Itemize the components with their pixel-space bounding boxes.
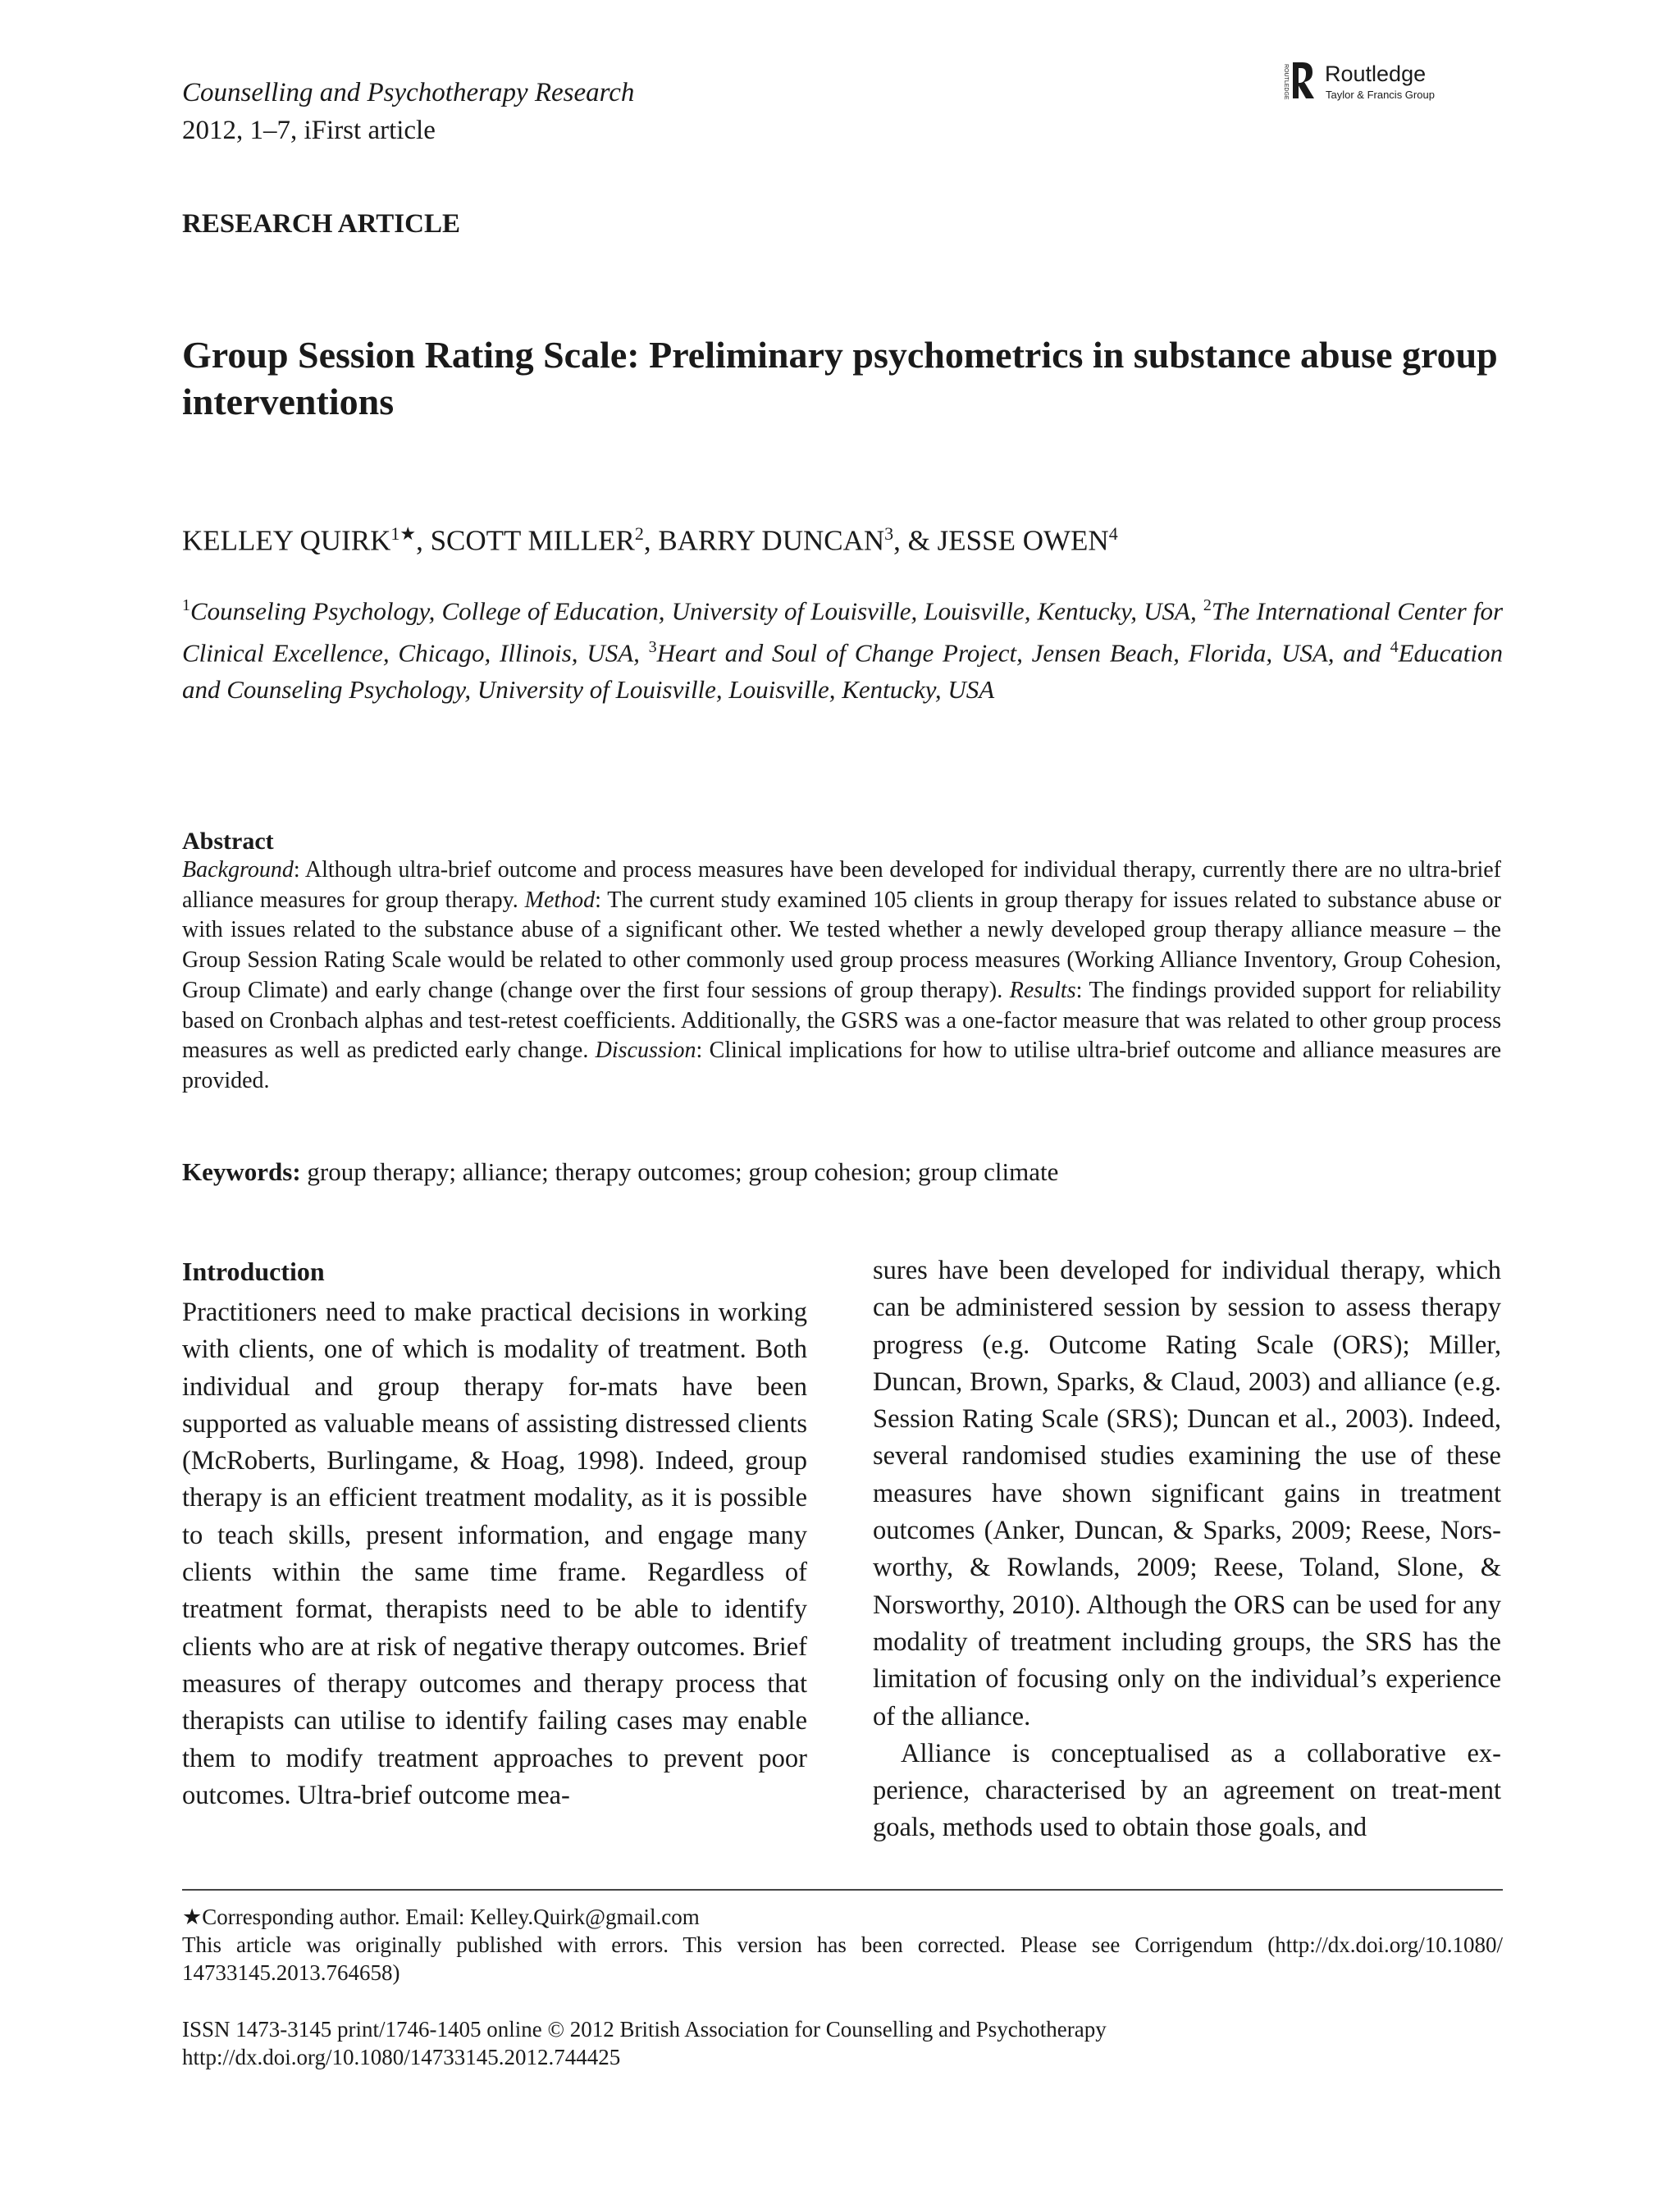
- affiliation-number: 4: [1390, 638, 1399, 657]
- affiliation-text: Heart and Soul of Change Project, Jensen Beach, Florida, USA, and: [656, 638, 1390, 668]
- abstract-text: : The findings provided support for reliability based on Cronbach alphas and test-retest coefficients. Additionally, the GSRS was a one-factor measure that was related to other group process measures as well as predicted early change.: [182, 977, 1502, 1064]
- abstract-label: Discussion: [595, 1038, 696, 1064]
- article-type: RESEARCH ARTICLE: [182, 209, 461, 239]
- paragraph: sures have been developed for individual therapy, which can be administered session by session to assess therapy progress (e.g. Outcome Rating Scale (ORS); Miller, Duncan, Brown, Sparks, & Claud, 2003) and alliance (e.g. Session Rating Scale (SRS); Duncan et al., 2003). Indeed, several randomised studies examining the use of these measures have shown significant gains in treatment outcomes (Anker, Duncan, & Sparks, 2009; Reese, Nors-worthy, & Rowlands, 2009; Reese, Toland, Slone, & Norsworthy, 2010). Although the ORS can be used for any modality of treatment including groups, the SRS has the limitation of focusing only on the individual’s experience of the alliance.: [873, 1256, 1501, 1731]
- body-column-right: [873, 1252, 1501, 1847]
- publisher-subtitle: Taylor & Francis Group: [1326, 89, 1435, 101]
- author-separator: ,: [416, 524, 431, 557]
- author-mark: 1★: [390, 523, 417, 544]
- paragraph: Practitioners need to make practical decisions in working with clients, one of which is modality of treatment. Both individual and group therapy for-mats have been supported as valuable means of assisting distressed clients (McRoberts, Burlingame, & Hoag, 1998). Indeed, group therapy is an efficient treatment modality, as it is possible to teach skills, present information, and engage many clients within the same time frame. Regardless of treatment format, therapists need to be able to identify clients who are at risk of negative therapy outcomes. Brief measures of therapy outcomes and therapy process that therapists can utilise to identify failing cases may enable them to modify treatment approaches to prevent poor outcomes. Ultra-brief outcome mea-: [182, 1298, 807, 1810]
- keywords: [182, 1155, 1058, 1189]
- author-mark: 2: [634, 523, 644, 544]
- logo-vertical-text: ROUTLEDGE: [1283, 64, 1289, 100]
- author-name: JESSE OWEN: [937, 524, 1109, 557]
- publisher-name: Routledge: [1325, 62, 1427, 86]
- affiliations: [182, 587, 1503, 708]
- abstract-heading: Abstract: [182, 828, 274, 855]
- affiliation-number: 1: [182, 596, 190, 614]
- body-column-left: [182, 1252, 807, 1814]
- abstract-body: [182, 855, 1501, 1097]
- author-name: KELLEY QUIRK: [182, 524, 391, 557]
- journal-name: Counselling and Psychotherapy Research: [182, 78, 635, 107]
- affiliation-number: 3: [648, 638, 657, 657]
- affiliation-text: The International Center for Clinical Excellence, Chicago, Illinois, USA,: [182, 596, 1504, 668]
- author-name: BARRY DUNCAN: [658, 524, 885, 557]
- corresponding-author-note: ★Corresponding author. Email: Kelley.Quirk@gmail.com: [182, 1905, 700, 1929]
- paragraph: Alliance is conceptualised as a collaborative ex-perience, characterised by an agreement on treat-ment goals, methods used to obtain those goals, and: [873, 1738, 1501, 1843]
- abstract-label: Background: [182, 857, 294, 883]
- abstract-label: Results: [1009, 977, 1076, 1003]
- abstract-text: : The current study examined 105 clients in group therapy for issues related to substance abuse or with issues related to the substance abuse of a significant other. We tested whether a newly developed group therapy alliance measure – the Group Session Rating Scale would be related to other commonly used group process measures (Working Alliance Inventory, Group Cohesion, Group Climate) and early change (change over the first four sessions of group therapy).: [182, 887, 1502, 1003]
- section-heading: Introduction: [182, 1257, 325, 1286]
- author-separator: , &: [893, 524, 938, 557]
- abstract-label: Method: [524, 887, 596, 913]
- footnote-divider: [182, 1889, 1503, 1891]
- keywords-text: group therapy; alliance; therapy outcomes; group cohesion; group climate: [300, 1157, 1059, 1186]
- affiliation-text: Counseling Psychology, College of Education, University of Louisville, Louisville, Kentucky, USA,: [190, 596, 1203, 626]
- author-mark: 3: [884, 523, 894, 544]
- issn-text: ISSN 1473-3145 print/1746-1405 online © 2012 British Association for Counselling and Psychotherapy: [182, 2017, 1107, 2042]
- affiliation-text: Education and Counseling Psychology, University of Louisville, Louisville, Kentucky, USA: [182, 638, 1503, 704]
- author-name: SCOTT MILLER: [430, 524, 635, 557]
- author-separator: ,: [643, 524, 659, 557]
- author-list: [182, 515, 1118, 560]
- journal-issue: 2012, 1–7, iFirst article: [182, 116, 436, 145]
- correction-note: This article was originally published with errors. This version has been corrected. Please see Corrigendum (http://dx.doi.org/10.1080/ 14733145.2013.764658): [182, 1932, 1503, 1985]
- keywords-label: Keywords:: [182, 1157, 301, 1186]
- affiliation-number: 2: [1203, 596, 1212, 614]
- article-title: Group Session Rating Scale: Preliminary psychometrics in substance abuse group interventions: [182, 334, 1498, 422]
- abstract-text: : Although ultra-brief outcome and process measures have been developed for individual therapy, currently there are no ultra-brief alliance measures for group therapy.: [182, 857, 1501, 913]
- issn-line: [182, 2015, 1503, 2071]
- author-mark: 4: [1108, 523, 1118, 544]
- doi-link[interactable]: http://dx.doi.org/10.1080/14733145.2012.744425: [182, 2045, 621, 2069]
- abstract-text: : Clinical implications for how to utilise ultra-brief outcome and alliance measures are provided.: [182, 1038, 1501, 1093]
